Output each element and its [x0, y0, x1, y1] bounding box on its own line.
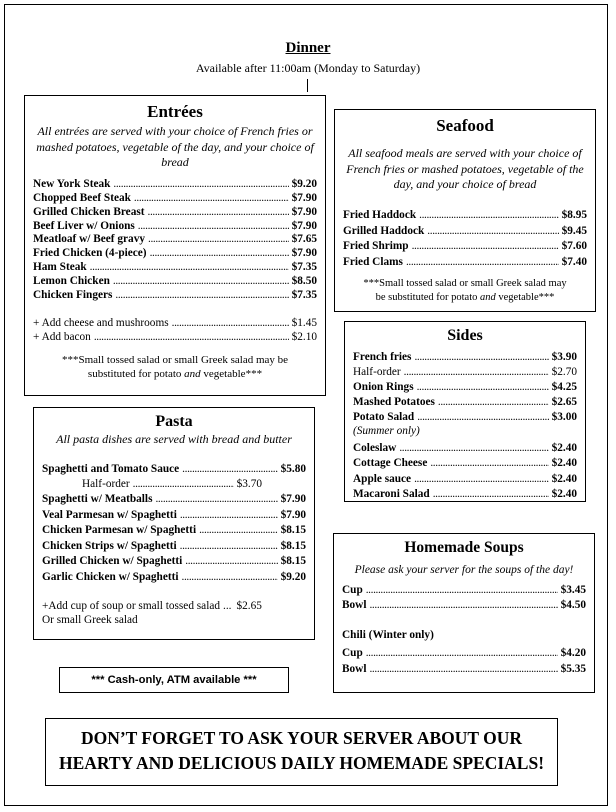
- menu-item-name: Cup: [342, 647, 363, 659]
- dot-leader: [113, 177, 288, 191]
- specials-banner: DON’T FORGET TO ASK YOUR SERVER ABOUT OUR HEARTY AND DELICIOUS DAILY HOMEMADE SPECIALS!: [45, 718, 558, 786]
- menu-item-row: [33, 178, 317, 192]
- dot-leader: [419, 208, 558, 222]
- dot-leader: [399, 441, 548, 455]
- menu-item-name: Lemon Chicken: [33, 274, 110, 287]
- menu-item-price: $2.10: [291, 330, 317, 343]
- menu-item-row: [33, 260, 317, 274]
- menu-item-name: Onion Rings: [353, 381, 414, 393]
- dot-leader: [182, 462, 277, 476]
- menu-item-name: Apple sauce: [353, 472, 412, 485]
- menu-item-name: Mashed Potatoes: [353, 396, 435, 408]
- seafood-description: All seafood meals are served with your choice of French fries or mashed potatoes, vegetable of the day, and your choice of bread: [346, 146, 584, 191]
- entrees-addons: [33, 316, 317, 344]
- menu-item-row: [353, 409, 577, 424]
- menu-item-price: $3.45: [560, 583, 586, 596]
- soups-list: [342, 582, 586, 612]
- seafood-list: [343, 207, 587, 269]
- seafood-title: Seafood: [436, 116, 494, 135]
- menu-item-name: Chicken Strips w/ Spaghetti: [42, 539, 177, 552]
- menu-item-price: $7.60: [561, 240, 587, 252]
- addon-ellipsis: ...: [223, 599, 232, 612]
- menu-item-name: Spaghetti and Tomato Sauce: [42, 462, 180, 475]
- menu-item-row: [342, 645, 586, 661]
- menu-item-name: Fried Chicken (4-piece): [33, 247, 147, 260]
- menu-item-name: + Add cheese and mushrooms: [33, 316, 169, 329]
- pasta-description: All pasta dishes are served with bread and butter: [56, 432, 292, 446]
- menu-item-price: $7.90: [280, 493, 306, 505]
- dot-leader: [369, 662, 557, 676]
- menu-item-price: $8.15: [280, 539, 306, 552]
- menu-item-name: Grilled Chicken Breast: [33, 205, 145, 218]
- pasta-section: [33, 407, 315, 640]
- menu-item-name: Chicken Parmesan w/ Spaghetti: [42, 524, 197, 536]
- dot-leader: [172, 316, 289, 330]
- chili-list: [342, 645, 586, 676]
- dot-leader: [433, 487, 549, 501]
- dinner-header: [0, 40, 616, 76]
- seafood-section: [334, 109, 596, 312]
- menu-item-price: $9.20: [280, 570, 306, 583]
- menu-item-price: $7.90: [280, 508, 306, 521]
- menu-item-row: [42, 568, 306, 584]
- menu-item-price: $8.15: [280, 524, 306, 536]
- seafood-salad-note: ***Small tossed salad or small Greek salad may be substituted for potato and vegetable***: [363, 277, 567, 303]
- menu-item-name: Meatloaf w/ Beef gravy: [33, 233, 145, 246]
- dot-leader: [133, 477, 234, 491]
- menu-item-row: [33, 274, 317, 288]
- sides-title: Sides: [447, 327, 483, 344]
- menu-item-name: Coleslaw: [353, 441, 397, 454]
- dot-leader: [148, 205, 289, 219]
- menu-item-row: [342, 597, 586, 612]
- menu-item-price: $8.95: [561, 209, 587, 221]
- dot-leader: [406, 255, 559, 269]
- menu-item-name: French fries: [353, 351, 412, 363]
- dot-leader: [90, 260, 289, 274]
- menu-item-row: [33, 288, 317, 302]
- menu-item-price: $2.65: [551, 396, 577, 408]
- menu-item-price: $1.45: [291, 316, 317, 329]
- menu-item-row: [342, 660, 586, 676]
- menu-item-name: Fried Haddock: [343, 209, 417, 221]
- menu-item-name: + Add bacon: [33, 330, 91, 343]
- menu-item-price: $7.35: [291, 261, 317, 274]
- pasta-title: Pasta: [155, 413, 193, 430]
- menu-item-row: [342, 582, 586, 597]
- menu-item-row: [353, 455, 577, 471]
- menu-item-row: [33, 219, 317, 233]
- menu-item-name: Garlic Chicken w/ Spaghetti: [42, 570, 179, 583]
- menu-item-price: $7.65: [291, 233, 317, 246]
- menu-item-name: Chopped Beef Steak: [33, 192, 131, 205]
- dot-leader: [404, 365, 549, 379]
- page-title: Dinner: [285, 40, 331, 56]
- dot-leader: [438, 395, 549, 409]
- menu-item-name: Potato Salad: [353, 411, 415, 423]
- menu-item-row: [33, 191, 317, 205]
- page-subtitle: Available after 11:00am (Monday to Saturday): [195, 61, 421, 75]
- dot-leader: [182, 570, 278, 584]
- menu-item-name: Fried Shrimp: [343, 240, 409, 252]
- sides-section: [344, 321, 586, 502]
- menu-item-price: $4.25: [551, 381, 577, 393]
- menu-item-row: [42, 461, 306, 476]
- dot-leader: [113, 274, 289, 288]
- menu-item-name: Chicken Fingers: [33, 288, 113, 301]
- menu-item-name: New York Steak: [33, 178, 111, 191]
- soups-section: [333, 533, 595, 693]
- entrees-description: All entrées are served with your choice of French fries or mashed potatoes, vegetable of the day, and your choice of bread: [36, 124, 314, 169]
- dot-leader: [414, 472, 549, 486]
- menu-item-name: Grilled Haddock: [343, 224, 425, 237]
- dot-leader: [412, 239, 559, 253]
- entrees-salad-note: ***Small tossed salad or small Greek salad may be substituted for potato and vegetable***: [61, 353, 289, 380]
- menu-item-row: [343, 207, 587, 223]
- menu-item-price: $5.35: [560, 662, 586, 675]
- menu-item-row: [353, 394, 577, 409]
- menu-item-price: $4.20: [560, 647, 586, 659]
- dot-leader: [150, 246, 289, 260]
- entrees-list: [33, 178, 317, 302]
- dot-leader: [115, 288, 288, 302]
- menu-item-name: Bowl: [342, 662, 367, 675]
- menu-item-row: [343, 238, 587, 254]
- menu-item-row: [353, 486, 577, 502]
- entrees-title: Entrées: [147, 102, 203, 121]
- cash-only-note: *** Cash-only, ATM available ***: [59, 667, 289, 693]
- menu-item-row: [33, 330, 317, 344]
- menu-item-price: $7.90: [291, 219, 317, 232]
- dot-leader: [417, 380, 549, 394]
- menu-item-price: $3.00: [551, 411, 577, 423]
- menu-item-name: Spaghetti w/ Meatballs: [42, 493, 153, 505]
- menu-item-price: $7.90: [291, 247, 317, 260]
- menu-item-price: $7.90: [291, 205, 317, 218]
- menu-item-name: Grilled Chicken w/ Spaghetti: [42, 555, 183, 567]
- menu-item-name: Cup: [342, 583, 363, 596]
- pasta-addon: +Add cup of soup or small tossed salad ... $2.65 Or small Greek salad: [42, 599, 262, 626]
- dot-leader: [180, 508, 278, 522]
- menu-item-name: Beef Liver w/ Onions: [33, 219, 135, 232]
- menu-item-row: [42, 522, 306, 538]
- menu-item-row: [42, 506, 306, 522]
- pasta-list: [42, 461, 306, 476]
- dot-leader: [134, 191, 289, 205]
- soups-description: Please ask your server for the soups of the day!: [354, 564, 574, 576]
- menu-item-row: [42, 553, 306, 569]
- menu-item-row: [353, 379, 577, 394]
- dot-leader: [199, 523, 277, 537]
- menu-item-name: Bowl: [342, 598, 367, 611]
- dot-leader: [148, 232, 289, 246]
- menu-item-price: $7.35: [291, 288, 317, 301]
- menu-item-row: [343, 253, 587, 269]
- menu-item-name: Half-order: [353, 366, 401, 378]
- menu-item-price: $2.70: [551, 366, 577, 378]
- menu-item-price: $4.50: [560, 598, 586, 611]
- menu-item-row: [33, 316, 317, 330]
- menu-item-row: [33, 233, 317, 247]
- dot-leader: [366, 646, 558, 660]
- menu-item-price: $7.40: [561, 255, 587, 268]
- sides-list: [353, 349, 577, 424]
- menu-item-price: $8.50: [291, 274, 317, 287]
- dot-leader: [430, 456, 548, 470]
- menu-item-row: [33, 205, 317, 219]
- menu-item-row: [353, 349, 577, 364]
- dot-leader: [427, 224, 558, 238]
- pasta-half-order-row: Half-order . . . $3.70: [42, 476, 262, 491]
- menu-item-row: [42, 491, 306, 507]
- dot-leader: [138, 219, 289, 233]
- menu-item-name: Macaroni Salad: [353, 488, 430, 500]
- menu-item-price: $8.15: [280, 555, 306, 567]
- menu-item-name: Cottage Cheese: [353, 457, 428, 469]
- menu-item-price: $9.45: [561, 224, 587, 237]
- menu-item-row: [33, 246, 317, 260]
- menu-item-price: $3.90: [551, 351, 577, 363]
- dot-leader: [94, 330, 289, 344]
- menu-item-name: Fried Clams: [343, 255, 403, 268]
- menu-item-row: [353, 439, 577, 455]
- menu-item-price: $2.40: [551, 488, 577, 500]
- pasta-list-2: [42, 491, 306, 584]
- header-divider: [307, 79, 308, 92]
- dot-leader: [180, 539, 278, 553]
- menu-item-row: [42, 537, 306, 553]
- menu-item-price: $7.90: [291, 192, 317, 205]
- entrees-section: [24, 95, 326, 396]
- menu-item-row: [353, 364, 577, 379]
- dot-leader: [369, 598, 557, 612]
- dot-leader: [185, 554, 277, 568]
- menu-item-price: $5.80: [280, 462, 306, 475]
- menu-item-row: [343, 222, 587, 238]
- menu-item-row: [353, 470, 577, 486]
- sides-summer-note: (Summer only): [353, 425, 420, 437]
- menu-item-price: $2.40: [551, 441, 577, 454]
- dot-leader: [155, 492, 277, 506]
- sides-list-2: [353, 439, 577, 501]
- menu-item-name: Ham Steak: [33, 261, 87, 274]
- menu-item-name: Veal Parmesan w/ Spaghetti: [42, 508, 177, 521]
- soups-title: Homemade Soups: [404, 539, 524, 556]
- menu-item-price: $2.40: [551, 472, 577, 485]
- dot-leader: [366, 583, 558, 597]
- chili-title: Chili (Winter only): [342, 628, 434, 641]
- menu-item-price: $9.20: [291, 178, 317, 191]
- dot-leader: [417, 410, 548, 424]
- menu-item-price: $2.40: [551, 457, 577, 469]
- dot-leader: [414, 350, 548, 364]
